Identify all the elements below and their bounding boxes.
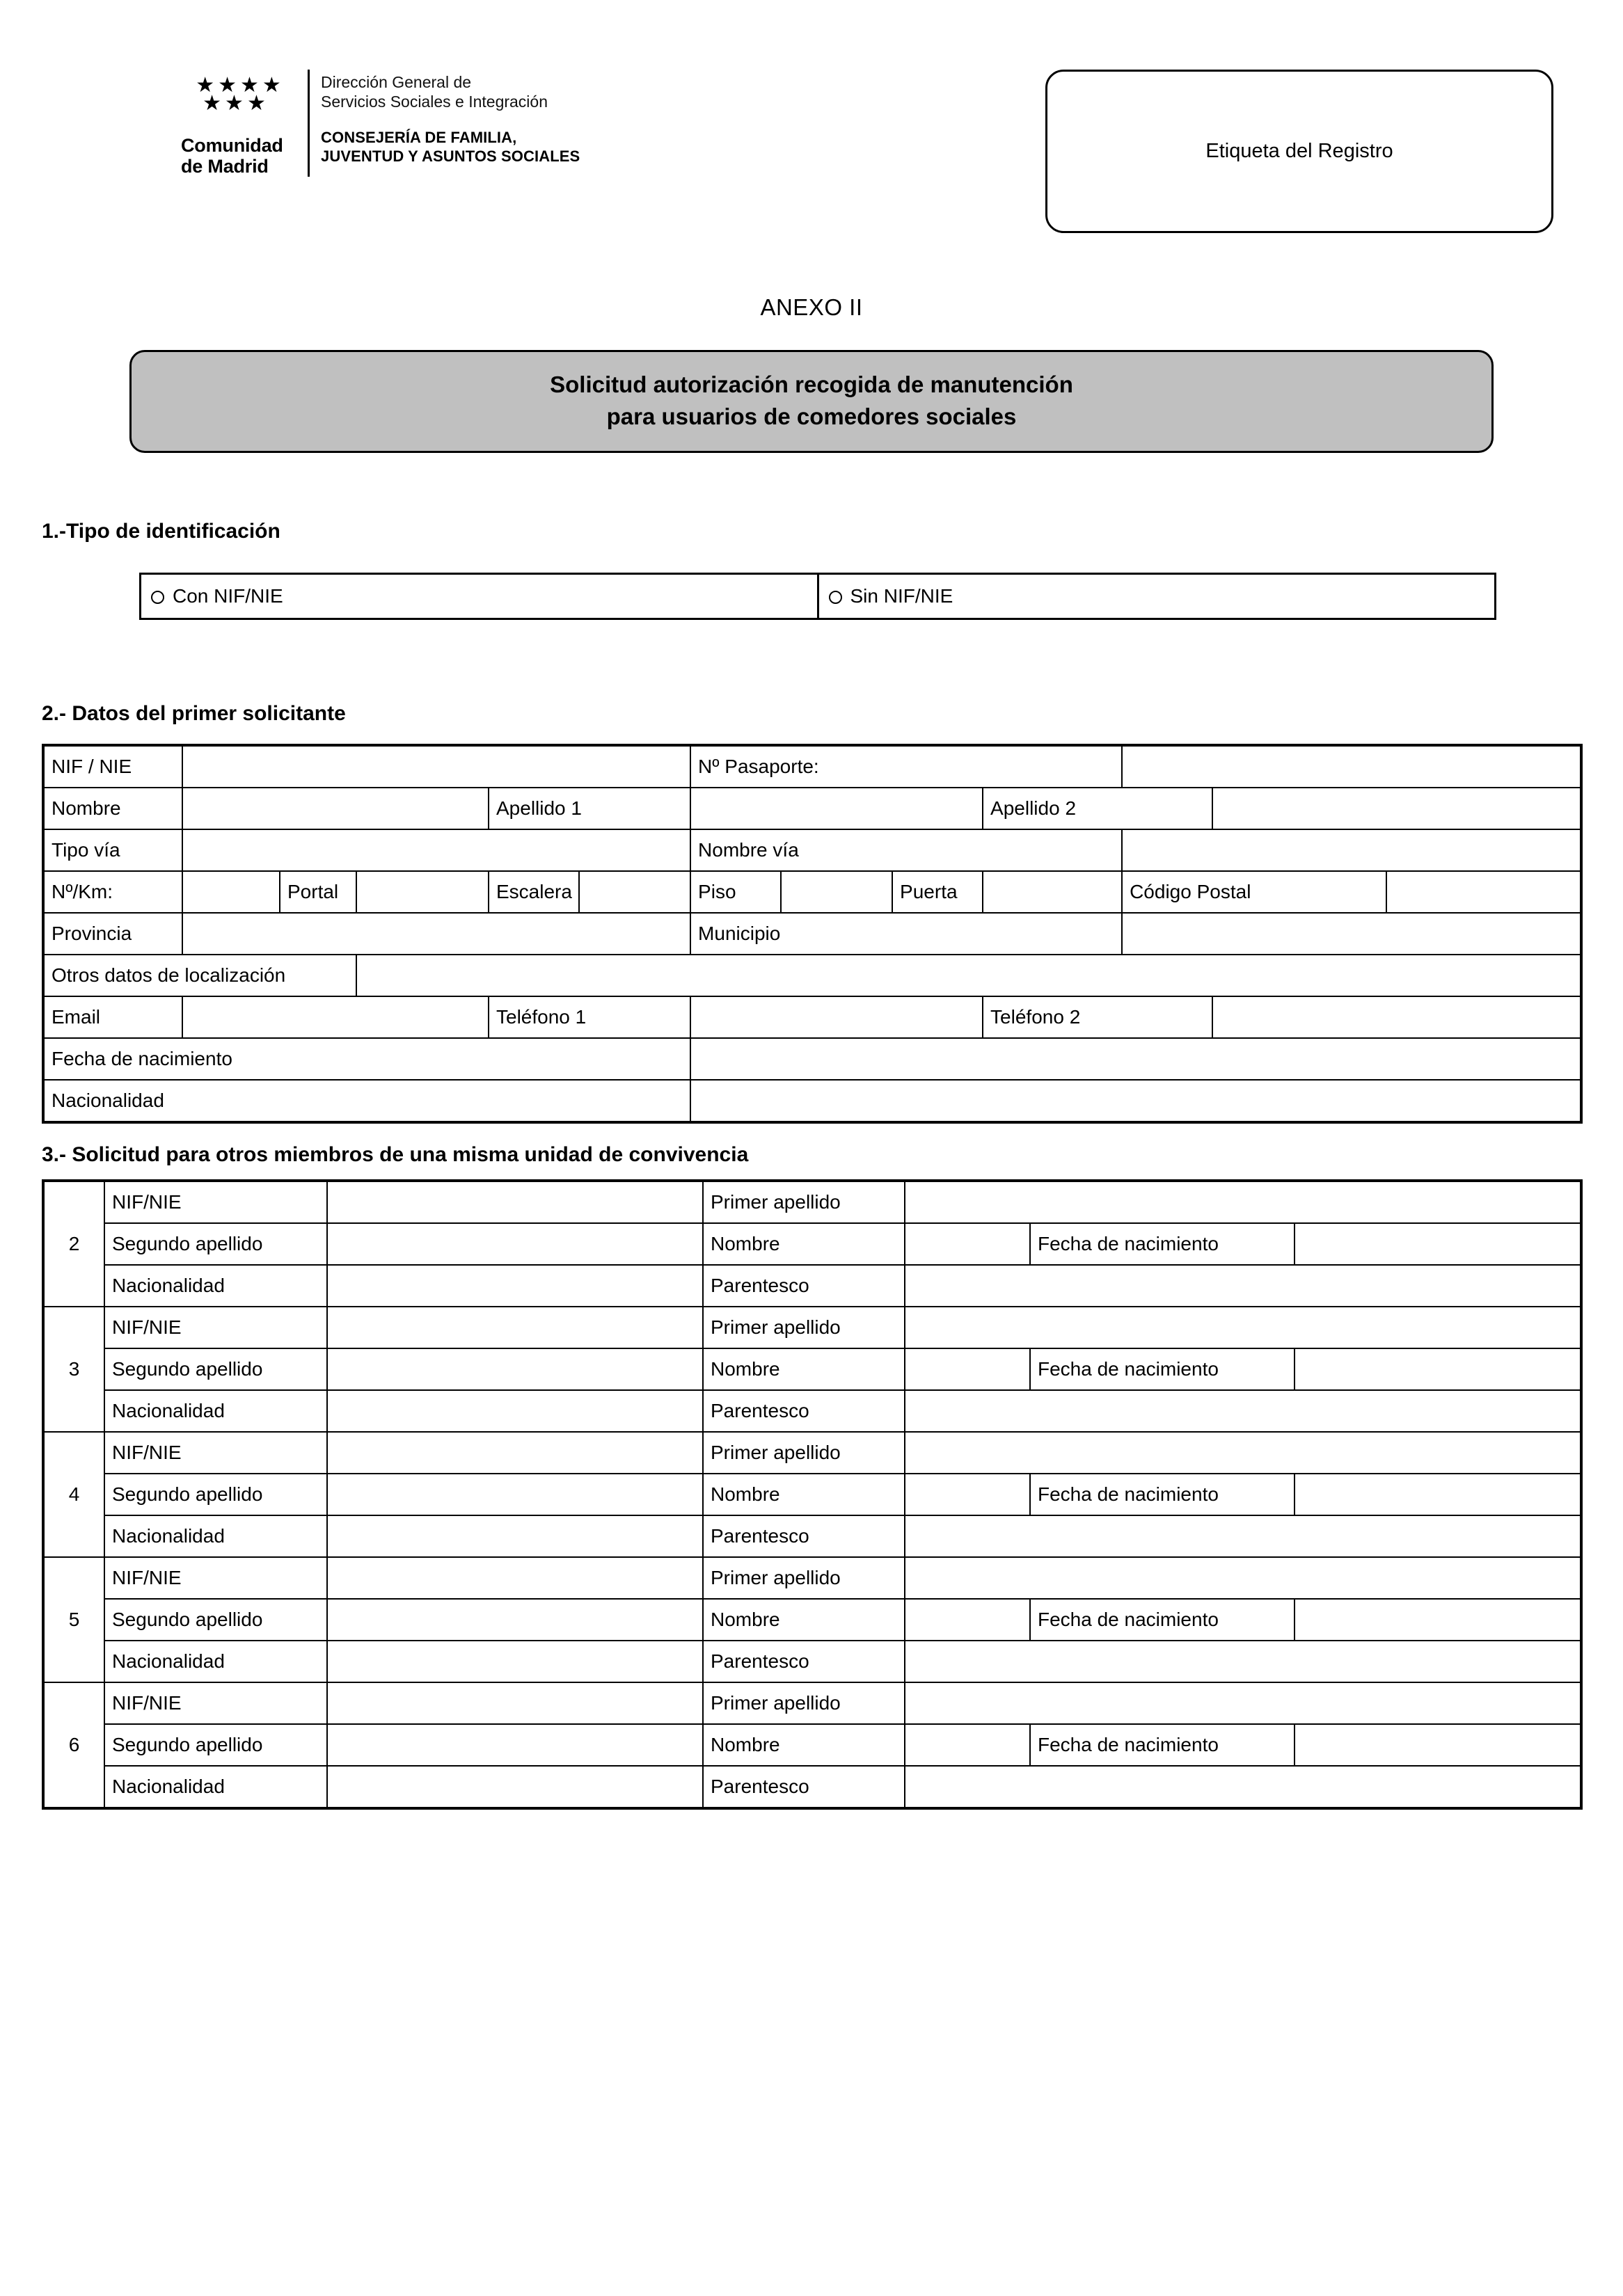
label-member-5-nif-nie: NIF/NIE (104, 1557, 327, 1599)
input-member-4-parentesco[interactable] (905, 1515, 1581, 1557)
label-codigo-postal: Código Postal (1122, 871, 1386, 913)
label-member-6-primer-apellido: Primer apellido (703, 1682, 905, 1724)
form-title-banner (129, 350, 1494, 453)
input-member-5-segundo-apellido[interactable] (327, 1599, 703, 1641)
anexo-title: ANEXO II (760, 294, 863, 320)
label-member-3-nacionalidad: Nacionalidad (104, 1390, 327, 1432)
logo-community-name (181, 135, 299, 177)
label-member-5-nacionalidad: Nacionalidad (104, 1641, 327, 1682)
input-num-km[interactable] (182, 871, 280, 913)
section-2-title: 2.- Datos del primer solicitante (42, 702, 346, 725)
member-number-4: 4 (43, 1432, 104, 1557)
label-tipo-via: Tipo vía (43, 829, 182, 871)
label-municipio: Municipio (690, 913, 1122, 955)
direccion-general-line2: Servicios Sociales e Integración (321, 93, 548, 111)
option-con-nif-label: Con NIF/NIE (173, 585, 283, 607)
label-member-3-nif-nie: NIF/NIE (104, 1307, 327, 1348)
label-member-4-nombre: Nombre (703, 1474, 905, 1515)
label-member-6-segundo-apellido: Segundo apellido (104, 1724, 327, 1766)
input-member-6-nif-nie[interactable] (327, 1682, 703, 1724)
input-otros-datos[interactable] (356, 955, 1581, 996)
label-pasaporte: Nº Pasaporte: (690, 745, 1122, 788)
input-nombre[interactable] (182, 788, 489, 829)
input-member-6-segundo-apellido[interactable] (327, 1724, 703, 1766)
option-con-nif-cell[interactable] (141, 574, 818, 619)
input-member-2-nacionalidad[interactable] (327, 1265, 703, 1307)
label-nombre-via: Nombre vía (690, 829, 1122, 871)
input-member-5-parentesco[interactable] (905, 1641, 1581, 1682)
input-member-2-segundo-apellido[interactable] (327, 1223, 703, 1265)
input-piso[interactable] (781, 871, 892, 913)
label-member-5-segundo-apellido: Segundo apellido (104, 1599, 327, 1641)
input-member-4-fecha-nacimiento[interactable] (1295, 1474, 1581, 1515)
label-member-5-parentesco: Parentesco (703, 1641, 905, 1682)
input-member-2-nombre[interactable] (905, 1223, 1030, 1265)
input-telefono1[interactable] (690, 996, 983, 1038)
table-row (43, 871, 1581, 913)
section-3-title: 3.- Solicitud para otros miembros de una misma unidad de convivencia (42, 1143, 749, 1166)
table-row (43, 1599, 1581, 1641)
logo-left-block (181, 70, 310, 177)
input-email[interactable] (182, 996, 489, 1038)
label-member-5-primer-apellido: Primer apellido (703, 1557, 905, 1599)
label-num-km: Nº/Km: (43, 871, 182, 913)
option-sin-nif-cell[interactable] (818, 574, 1496, 619)
label-member-2-nombre: Nombre (703, 1223, 905, 1265)
label-member-6-nacionalidad: Nacionalidad (104, 1766, 327, 1808)
direccion-general-line1: Dirección General de (321, 73, 472, 91)
table-row (43, 1724, 1581, 1766)
input-telefono2[interactable] (1212, 996, 1581, 1038)
logo-right-block (310, 70, 580, 166)
label-member-6-nombre: Nombre (703, 1724, 905, 1766)
label-member-4-segundo-apellido: Segundo apellido (104, 1474, 327, 1515)
table-row (43, 1390, 1581, 1432)
label-portal: Portal (280, 871, 356, 913)
identification-type-table (139, 573, 1496, 620)
table-row (43, 829, 1581, 871)
label-member-3-primer-apellido: Primer apellido (703, 1307, 905, 1348)
input-member-2-nif-nie[interactable] (327, 1181, 703, 1223)
label-puerta: Puerta (892, 871, 983, 913)
input-member-2-fecha-nacimiento[interactable] (1295, 1223, 1581, 1265)
section-1-title: 1.-Tipo de identificación (42, 520, 280, 543)
input-member-6-nacionalidad[interactable] (327, 1766, 703, 1808)
logo-community-line1: Comunidad (181, 135, 283, 156)
table-row (43, 1515, 1581, 1557)
table-row (43, 913, 1581, 955)
table-row (43, 745, 1581, 788)
input-pasaporte[interactable] (1122, 745, 1581, 788)
input-member-3-parentesco[interactable] (905, 1390, 1581, 1432)
label-nacionalidad: Nacionalidad (43, 1080, 690, 1122)
radio-sin-nif-icon[interactable] (829, 591, 842, 604)
form-title-line1: Solicitud autorización recogida de manutención (550, 372, 1073, 397)
form-title-banner-wrap (129, 350, 1494, 453)
input-apellido2[interactable] (1212, 788, 1581, 829)
label-member-2-primer-apellido: Primer apellido (703, 1181, 905, 1223)
input-member-5-primer-apellido[interactable] (905, 1557, 1581, 1599)
input-puerta[interactable] (983, 871, 1122, 913)
table-row (43, 1038, 1581, 1080)
label-member-2-fecha-nacimiento: Fecha de nacimiento (1030, 1223, 1295, 1265)
input-member-6-fecha-nacimiento[interactable] (1295, 1724, 1581, 1766)
label-member-4-fecha-nacimiento: Fecha de nacimiento (1030, 1474, 1295, 1515)
label-otros-datos: Otros datos de localización (43, 955, 356, 996)
input-municipio[interactable] (1122, 913, 1581, 955)
table-row (43, 1307, 1581, 1348)
table-row (43, 1348, 1581, 1390)
label-member-2-nif-nie: NIF/NIE (104, 1181, 327, 1223)
table-row (43, 1766, 1581, 1808)
input-member-6-primer-apellido[interactable] (905, 1682, 1581, 1724)
input-member-4-segundo-apellido[interactable] (327, 1474, 703, 1515)
member-number-5: 5 (43, 1557, 104, 1682)
consejeria-line2: JUVENTUD Y ASUNTOS SOCIALES (321, 148, 580, 165)
label-telefono1: Teléfono 1 (489, 996, 690, 1038)
label-member-4-parentesco: Parentesco (703, 1515, 905, 1557)
member-number-2: 2 (43, 1181, 104, 1307)
household-members-table (42, 1179, 1583, 1810)
label-provincia: Provincia (43, 913, 182, 955)
input-member-3-segundo-apellido[interactable] (327, 1348, 703, 1390)
label-piso: Piso (690, 871, 781, 913)
table-row (43, 1223, 1581, 1265)
input-member-3-nombre[interactable] (905, 1348, 1030, 1390)
input-member-5-nif-nie[interactable] (327, 1557, 703, 1599)
registro-label-text: Etiqueta del Registro (1205, 140, 1393, 162)
label-member-4-nif-nie: NIF/NIE (104, 1432, 327, 1474)
label-nif-nie: NIF / NIE (43, 745, 182, 788)
input-member-4-nacionalidad[interactable] (327, 1515, 703, 1557)
stars-row-top: ★★★★ (196, 74, 285, 97)
input-member-5-nacionalidad[interactable] (327, 1641, 703, 1682)
label-member-3-nombre: Nombre (703, 1348, 905, 1390)
input-apellido1[interactable] (690, 788, 983, 829)
input-member-6-parentesco[interactable] (905, 1766, 1581, 1808)
label-telefono2: Teléfono 2 (983, 996, 1212, 1038)
table-row (43, 1682, 1581, 1724)
input-tipo-via[interactable] (182, 829, 690, 871)
table-row (43, 1181, 1581, 1223)
label-member-2-parentesco: Parentesco (703, 1265, 905, 1307)
applicant-data-table (42, 744, 1583, 1124)
input-escalera[interactable] (579, 871, 690, 913)
label-member-3-parentesco: Parentesco (703, 1390, 905, 1432)
table-row (43, 955, 1581, 996)
label-member-3-fecha-nacimiento: Fecha de nacimiento (1030, 1348, 1295, 1390)
table-row (141, 574, 1496, 619)
table-row (43, 1432, 1581, 1474)
input-nif-nie[interactable] (182, 745, 690, 788)
input-member-3-primer-apellido[interactable] (905, 1307, 1581, 1348)
stars-row-bottom: ★★★ (203, 92, 269, 115)
form-title-line2: para usuarios de comedores sociales (606, 404, 1017, 429)
table-row (43, 1265, 1581, 1307)
input-member-4-nif-nie[interactable] (327, 1432, 703, 1474)
label-apellido1: Apellido 1 (489, 788, 690, 829)
label-nombre: Nombre (43, 788, 182, 829)
input-nacionalidad[interactable] (690, 1080, 1581, 1122)
input-member-2-primer-apellido[interactable] (905, 1181, 1581, 1223)
stars-icon (181, 70, 299, 120)
input-portal[interactable] (356, 871, 489, 913)
input-nombre-via[interactable] (1122, 829, 1581, 871)
input-member-3-fecha-nacimiento[interactable] (1295, 1348, 1581, 1390)
input-member-4-nombre[interactable] (905, 1474, 1030, 1515)
table-row (43, 1557, 1581, 1599)
label-member-6-fecha-nacimiento: Fecha de nacimiento (1030, 1724, 1295, 1766)
table-row (43, 1641, 1581, 1682)
label-member-4-nacionalidad: Nacionalidad (104, 1515, 327, 1557)
table-row (43, 996, 1581, 1038)
table-row (43, 1474, 1581, 1515)
consejeria-line1: CONSEJERÍA DE FAMILIA, (321, 129, 517, 146)
comunidad-de-madrid-logo (181, 70, 580, 177)
input-codigo-postal[interactable] (1386, 871, 1581, 913)
input-member-4-primer-apellido[interactable] (905, 1432, 1581, 1474)
label-email: Email (43, 996, 182, 1038)
label-escalera: Escalera (489, 871, 579, 913)
input-member-5-nombre[interactable] (905, 1599, 1030, 1641)
input-member-3-nacionalidad[interactable] (327, 1390, 703, 1432)
label-member-4-primer-apellido: Primer apellido (703, 1432, 905, 1474)
member-number-6: 6 (43, 1682, 104, 1808)
label-fecha-nacimiento: Fecha de nacimiento (43, 1038, 690, 1080)
member-number-3: 3 (43, 1307, 104, 1432)
label-member-3-segundo-apellido: Segundo apellido (104, 1348, 327, 1390)
registro-label-box (1045, 70, 1553, 233)
label-member-2-segundo-apellido: Segundo apellido (104, 1223, 327, 1265)
input-member-2-parentesco[interactable] (905, 1265, 1581, 1307)
label-member-5-fecha-nacimiento: Fecha de nacimiento (1030, 1599, 1295, 1641)
table-row (43, 788, 1581, 829)
document-header (42, 70, 1581, 233)
label-apellido2: Apellido 2 (983, 788, 1212, 829)
label-member-5-nombre: Nombre (703, 1599, 905, 1641)
radio-con-nif-icon[interactable] (151, 591, 164, 604)
input-fecha-nacimiento[interactable] (690, 1038, 1581, 1080)
logo-community-line2: de Madrid (181, 156, 269, 177)
option-sin-nif-label: Sin NIF/NIE (850, 585, 953, 607)
table-row (43, 1080, 1581, 1122)
input-provincia[interactable] (182, 913, 690, 955)
label-member-2-nacionalidad: Nacionalidad (104, 1265, 327, 1307)
label-member-6-nif-nie: NIF/NIE (104, 1682, 327, 1724)
input-member-3-nif-nie[interactable] (327, 1307, 703, 1348)
input-member-6-nombre[interactable] (905, 1724, 1030, 1766)
input-member-5-fecha-nacimiento[interactable] (1295, 1599, 1581, 1641)
label-member-6-parentesco: Parentesco (703, 1766, 905, 1808)
